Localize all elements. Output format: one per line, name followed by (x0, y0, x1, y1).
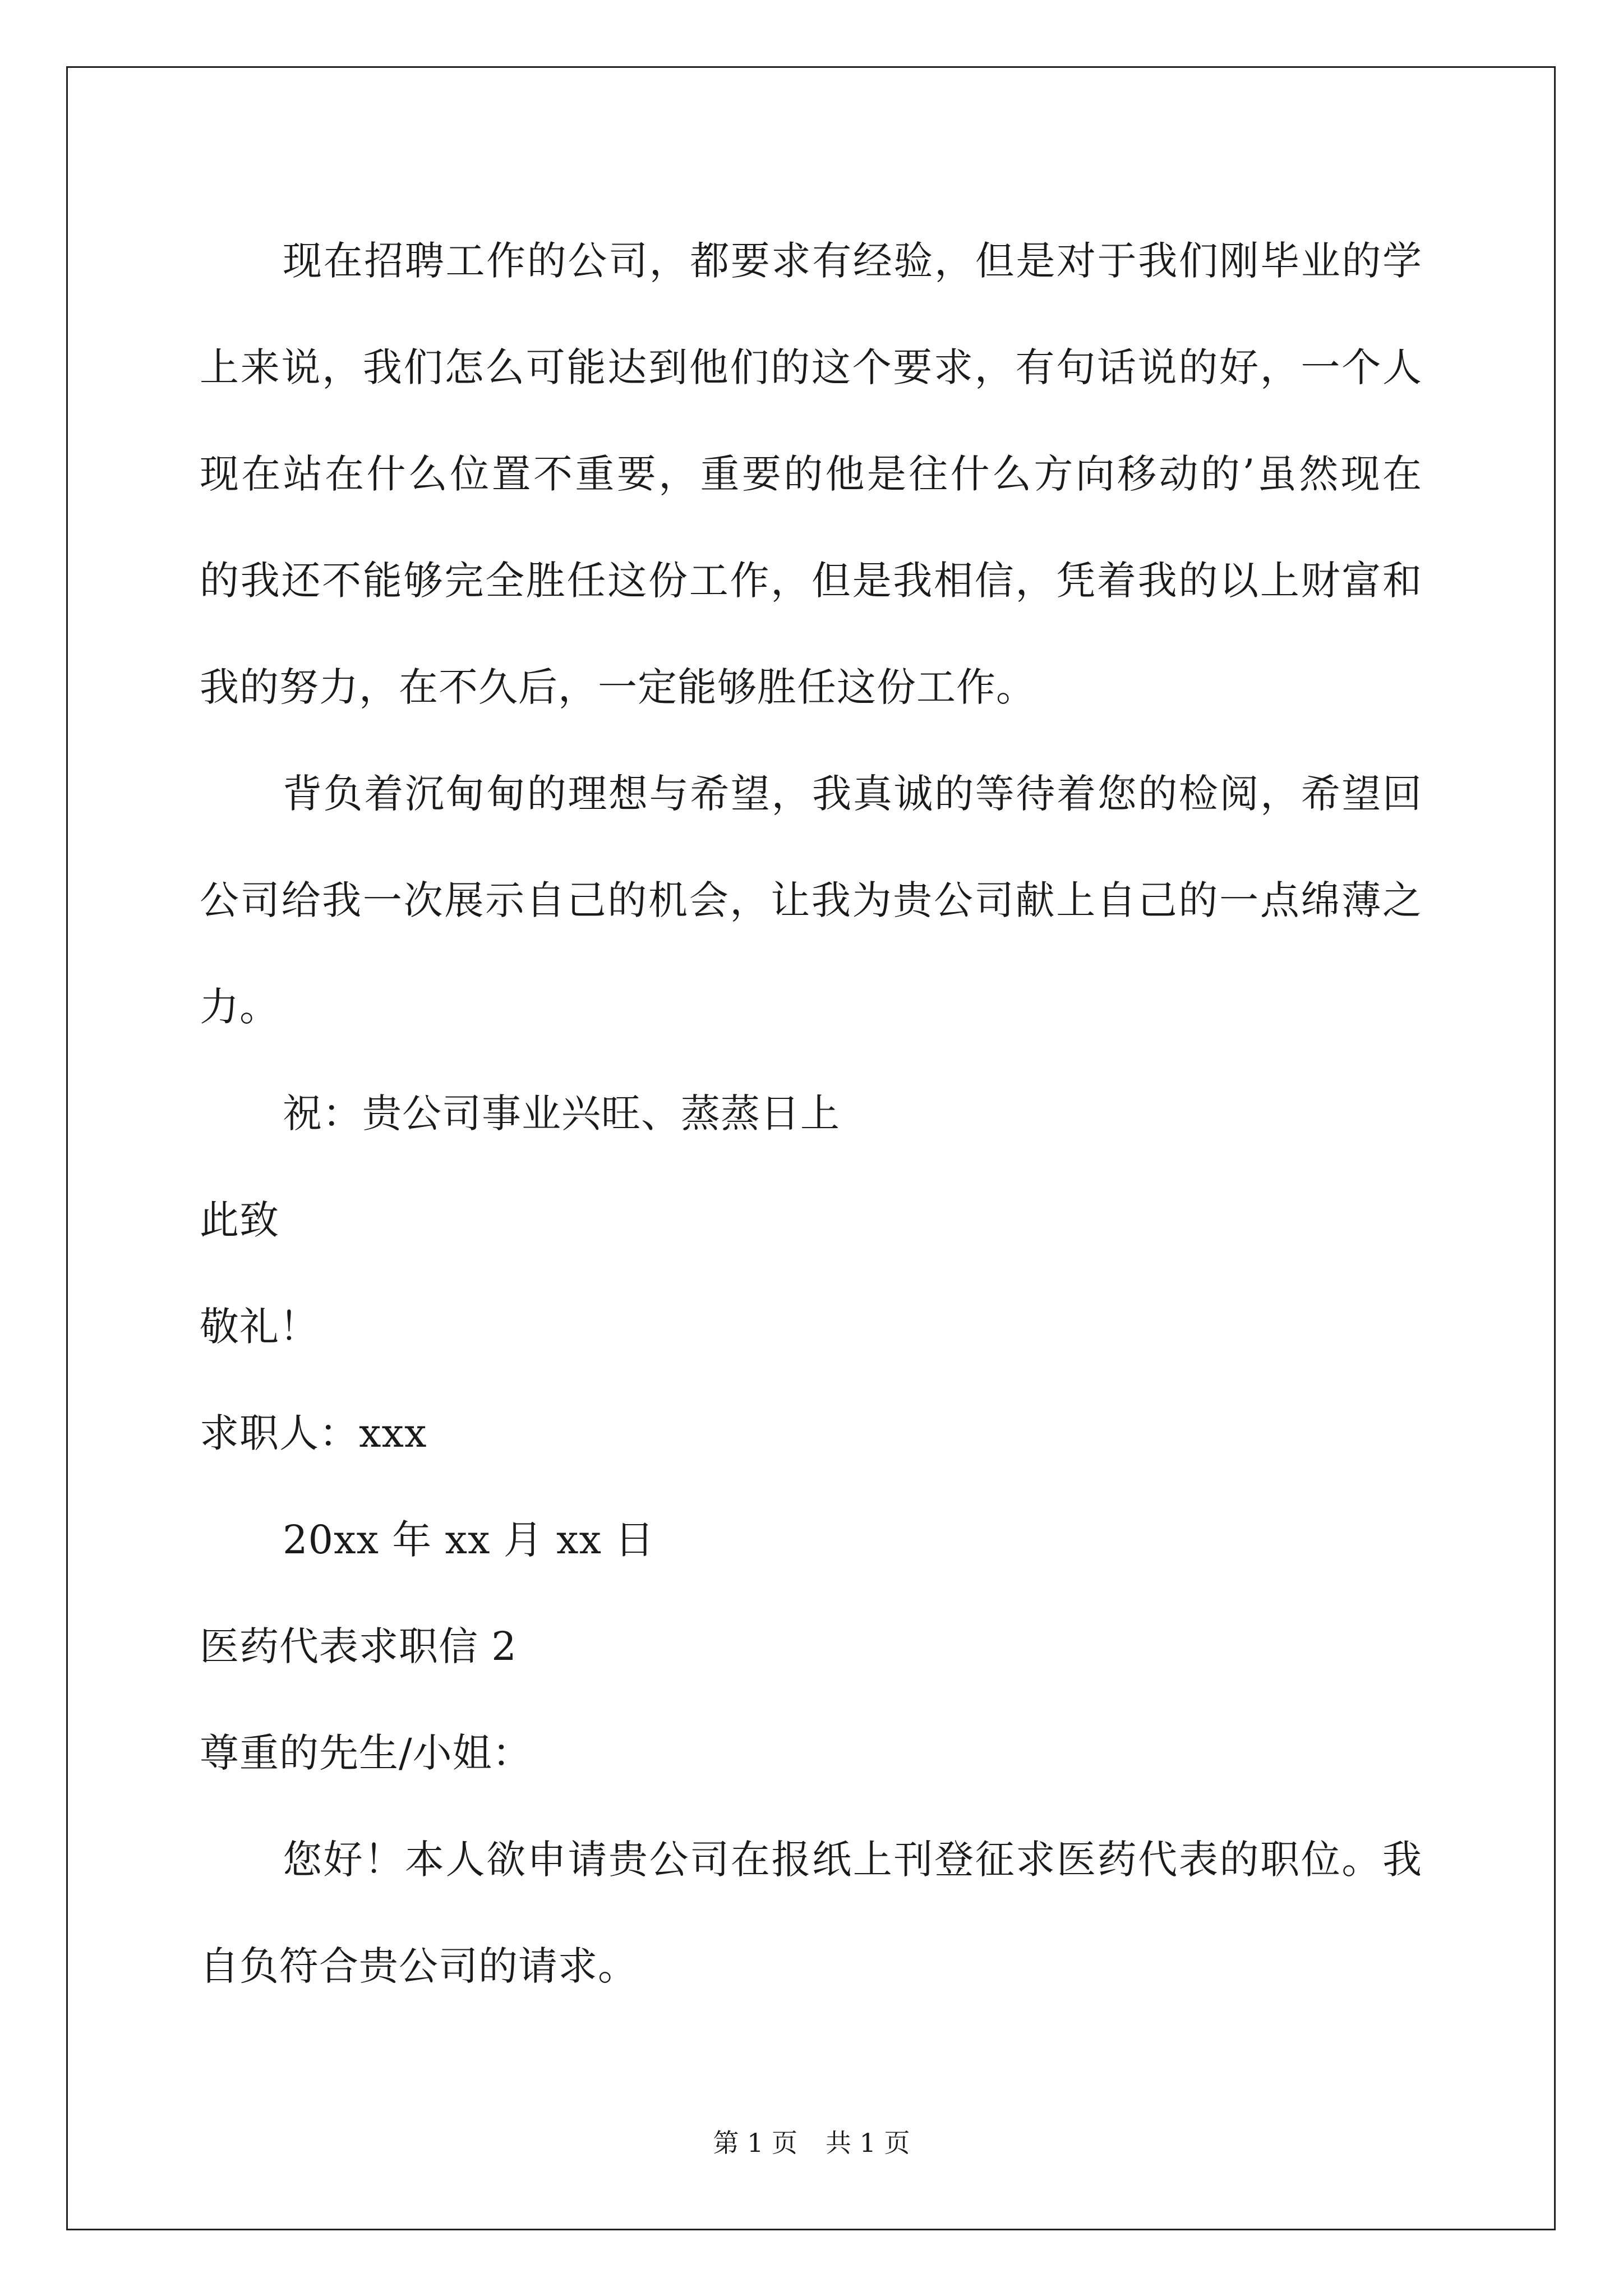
text-line: 医药代表求职信 2 (200, 1623, 517, 1669)
text-line: 敬礼！ (200, 1304, 319, 1350)
text-line: 求职人：xxx (200, 1410, 427, 1456)
text-line: 力。 (200, 984, 279, 1030)
text-line: 背负着沉甸甸的理想与希望，我真诚的等待着您的检阅，希望回 (283, 771, 1422, 817)
text-line: 上来说，我们怎么可能达到他们的这个要求，有句话说的好，一个人 (200, 344, 1422, 390)
text-line: 自负符合贵公司的请求。 (200, 1943, 638, 1989)
page-total: 共 1 页 (826, 2128, 910, 2158)
text-line: 现在站在什么位置不重要，重要的他是往什么方向移动的’虽然现在 (200, 451, 1422, 497)
text-line: 您好！本人欲申请贵公司在报纸上刊登征求医药代表的职位。我 (283, 1837, 1422, 1883)
text-line: 公司给我一次展示自己的机会，让我为贵公司献上自己的一点绵薄之 (200, 877, 1422, 923)
document-body (200, 208, 1422, 2019)
text-line: 尊重的先生/小姐： (200, 1730, 532, 1776)
text-line: 我的努力，在不久后，一定能够胜任这份工作。 (200, 664, 1036, 710)
page-number: 第 1 页 (713, 2128, 797, 2158)
text-line: 此致 (200, 1197, 279, 1243)
page-footer (0, 2126, 1623, 2160)
text-line: 20xx 年 xx 月 xx 日 (283, 1517, 655, 1563)
text-line: 祝：贵公司事业兴旺、蒸蒸日上 (283, 1091, 840, 1137)
text-line: 现在招聘工作的公司，都要求有经验，但是对于我们刚毕业的学 (283, 238, 1422, 284)
text-line: 的我还不能够完全胜任这份工作，但是我相信，凭着我的以上财富和 (200, 558, 1422, 604)
